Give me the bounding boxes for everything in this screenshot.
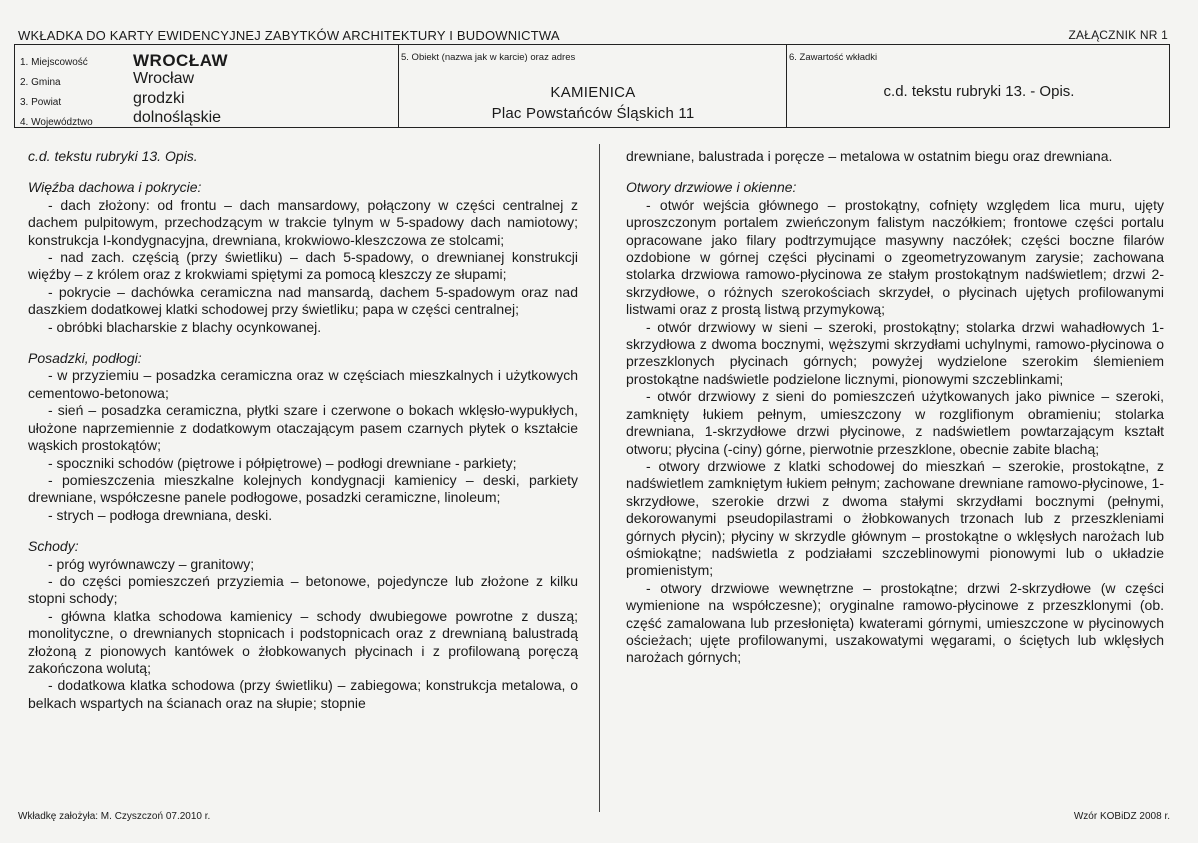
section-heading-floors: Posadzki, podłogi: <box>28 350 142 367</box>
location-block <box>15 45 398 127</box>
district-value: grodzki <box>133 90 185 107</box>
insert-contents-value: c.d. tekstu rubryki 13. - Opis. <box>883 83 1075 100</box>
list-item: - otwory drzwiowe wewnętrzne – prostokątne; drzwi 2-skrzydłowe (w części wymienione na współczesne); oryginalne ramowo-płycinowe z przeszklonymi (ob. część zamalowana lub przesłonięta) kwaterami górnymi, umieszczone w płycinowych ościeżach; ujęte profilowanymi, uszakowatymi węgarami, o ściętych lub wklęsłych narożach górnych; <box>626 579 1164 666</box>
intro-line: c.d. tekstu rubryki 13. Opis. <box>28 148 198 164</box>
list-item: - główna klatka schodowa kamienicy – schody dwubiegowe powrotne z duszą; monolityczne, o drewnianych stopnicach i podstopnicach oraz z drewnianą balustradą złożoną z pionowych kantówek o żłobkowanych płycinach i z profilowaną poręczą zakończona wolutą; <box>28 607 578 676</box>
list-item: - dodatkowa klatka schodowa (przy świetliku) – zabiegowa; konstrukcja metalowa, o belkach wspartych na ścianach oraz na słupie; stopnie <box>28 677 578 711</box>
form-header-table <box>14 44 1170 128</box>
annex-label: ZAŁĄCZNIK NR 1 <box>1068 28 1168 42</box>
list-item: - dach złożony: od frontu – dach mansardowy, połączony w części centralnej z dachem pulpitowym, przechodzącym w trakcie tylnym w 5-spadowy dach namiotowy; konstrukcja I-kondygnacyjna, drewniana, krokwiowo-kleszczowa ze stolcami; <box>28 196 578 248</box>
list-item: - otwór drzwiowy w sieni – szeroki, prostokątny; stolarka drzwi wahadłowych 1-skrzydłowa z dwoma bocznymi, węższymi skrzydłami uchylnymi, ramowo-płycinowa o przeszklonych płycinach górnych; powyżej wydzielone szerokim ślemieniem prostokątne nadświetle podzielone licznymi, pionowymi szczeblinkami; <box>626 318 1164 387</box>
list-item: - otwory drzwiowe z klatki schodowej do mieszkań – szerokie, prostokątne, z nadświetlem zamkniętym łukiem pełnym; zachowane drewniane ramowo-płycinowe, 1-skrzydłowe, szerokie drzwi z dwoma stałymi skrzydłami bocznymi (pełnymi, dekorowanymi pseudopilastrami o żłobkowanych trzonach lub z przeszkleniami górnych płycin); płyciny w skrzydle głównym – prostokątne o wklęsłych narożach lub ośmiokątne; nadświetla z podziałami szczeblinowymi pionowymi lub o układzie promienistym; <box>626 457 1164 579</box>
district-label: 3. Powiat <box>20 97 62 108</box>
template-note: Wzór KOBiDZ 2008 r. <box>1073 811 1170 822</box>
list-item: - otwór drzwiowy z sieni do pomieszczeń użytkowanych jako piwnice – szeroki, zamknięty łukiem pełnym, umieszczony w rozglifionym obramieniu; stolarka drewniana, 1-skrzydłowe drzwi płycinowe, z nadświetlem powtarzającym kształt otworu; płycina (-ciny) górne, pierwotnie przeszklone, obecnie zabite blachą; <box>626 388 1164 457</box>
insert-contents-label: 6. Zawartość wkładki <box>789 52 878 63</box>
list-item: - otwór wejścia głównego – prostokątny, cofnięty względem lica muru, ujęty uproszczonym portalem zwieńczonym falistym naczółkiem; frontowe części portalu opracowane jako filary podtrzymujące masywny naczółek; części boczne filarów ozdobione w górnej części płycinami o zgeometryzowanym zarysie; zachowana stolarka drzwiowa ramowo-płycinowa ze stałym prostokątnym nadświetlem; drzwi 2-skrzydłowe, o różnych szerokościach skrzydeł, o płycinach ujętych profilowanymi listwami oraz z prostą listwą przymykową; <box>626 196 1164 318</box>
list-item: - próg wyrównawczy – granitowy; <box>48 555 255 572</box>
list-item: - strych – podłoga drewniana, deski. <box>48 506 273 523</box>
list-item: - spoczniki schodów (piętrowe i półpiętrowe) – podłogi drewniane - parkiety; <box>48 454 517 471</box>
list-item: - do części pomieszczeń przyziemia – betonowe, pojedyncze lub złożone z kilku stopni schody; <box>28 572 578 607</box>
locality-value: WROCŁAW <box>133 51 229 70</box>
right-text-column <box>626 148 1164 667</box>
voivodeship-label: 4. Województwo <box>20 117 93 128</box>
section-heading-openings: Otwory drzwiowe i okienne: <box>626 179 797 196</box>
list-item: - sień – posadzka ceramiczna, płytki szare i czerwone o bokach wklęsło-wypukłych, ułożone naprzemiennie z dodatkowym otaczającym pasem czarnych płytek o kształcie wąskich prostokątów; <box>28 402 578 454</box>
list-item: - pomieszczenia mieszkalne kolejnych kondygnacji kamienicy – deski, parkiety drewniane, współczesne panele podłogowe, posadzki ceramiczne, linoleum; <box>28 471 578 506</box>
column-divider <box>599 144 600 812</box>
list-item: - obróbki blacharskie z blachy ocynkowanej. <box>48 318 322 335</box>
list-item: - pokrycie – dachówka ceramiczna nad mansardą, dachem 5-spadowym oraz nad daszkiem dodatkowej klatki schodowej przy świetliku; papa w części centralnej; <box>28 283 578 318</box>
object-address: Plac Powstańców Śląskich 11 <box>491 105 695 122</box>
section-heading-roof: Więźba dachowa i pokrycie: <box>28 179 202 196</box>
insert-contents-block <box>786 45 1171 127</box>
form-title: WKŁADKA DO KARTY EWIDENCYJNEJ ZABYTKÓW ARCHITEKTURY I BUDOWNICTWA <box>18 28 560 43</box>
author-note: Wkładkę założyła: M. Czyszczoń 07.2010 r. <box>18 811 211 822</box>
left-text-column <box>28 148 578 712</box>
object-block <box>398 45 787 127</box>
voivodeship-value: dolnośląskie <box>133 109 222 126</box>
list-item: - w przyziemiu – posadzka ceramiczna oraz w częściach mieszkalnych i użytkowych cementowo-betonowa; <box>28 367 578 401</box>
object-label: 5. Obiekt (nazwa jak w karcie) oraz adres <box>401 52 576 63</box>
section-heading-stairs: Schody: <box>28 538 79 555</box>
commune-label: 2. Gmina <box>20 77 61 88</box>
object-name: KAMIENICA <box>550 84 636 101</box>
commune-value: Wrocław <box>133 70 195 87</box>
locality-label: 1. Miejscowość <box>20 57 88 68</box>
continuation-text: drewniane, balustrada i poręcze – metalowa w ostatnim biegu oraz drewniana. <box>626 148 1113 164</box>
list-item: - nad zach. częścią (przy świetliku) – dach 5-spadowy, o drewnianej konstrukcji więźby – z królem oraz z krokwiami spiętymi za pomocą kleszczy ze słupami; <box>28 249 578 283</box>
